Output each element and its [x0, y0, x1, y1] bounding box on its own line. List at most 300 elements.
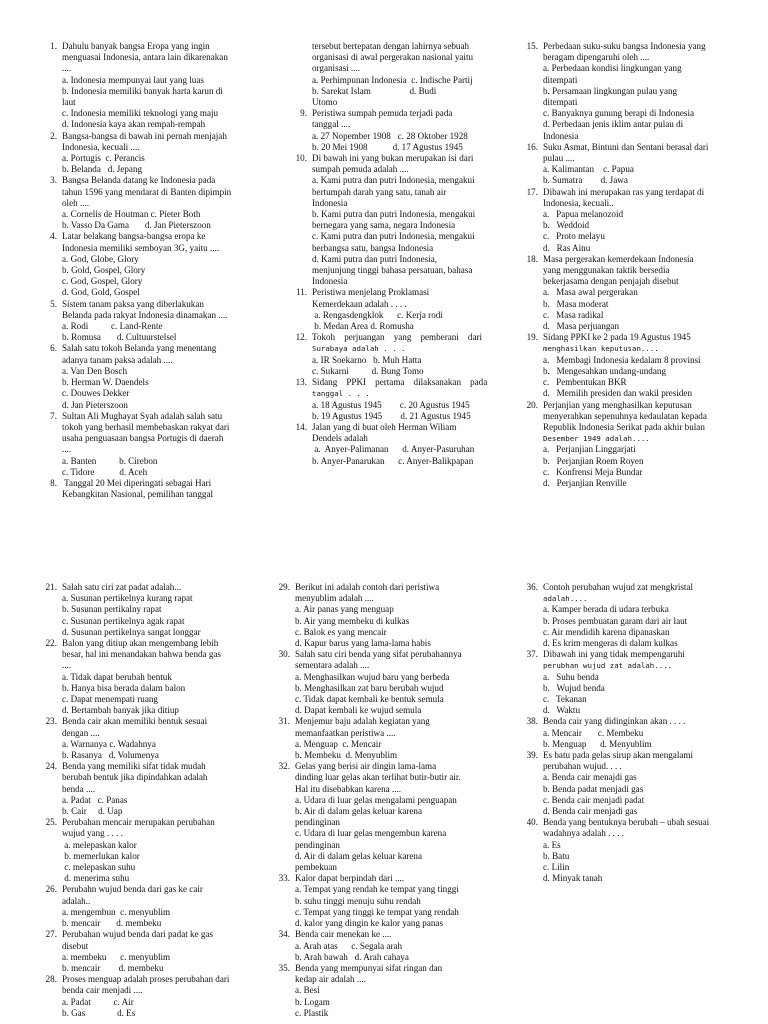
section1-col2	[279, 41, 514, 467]
question-text: Menjemur baju adalah kegiatan yang	[295, 716, 430, 727]
answer-option	[510, 388, 765, 399]
answer-option-text: a. Warnanya c. Wadahnya	[62, 738, 156, 749]
answer-option-text: a. Cornelis de Houtman c. Pieter Both	[62, 209, 201, 220]
answer-option-text: d. Waktu	[543, 705, 580, 716]
answer-option	[510, 119, 765, 130]
answer-option	[29, 456, 284, 467]
answer-option-text: b. Herman W. Daendels	[62, 377, 149, 388]
answer-option-text: b. Logam	[295, 996, 330, 1007]
question-text-line	[29, 761, 284, 772]
answer-option	[262, 918, 512, 929]
answer-option-text: b. Anyer-Panarukan c. Anyer-Balikpapan	[312, 455, 474, 466]
section2-col2	[262, 582, 512, 1019]
question-text-line	[29, 478, 284, 489]
answer-option	[510, 467, 765, 478]
answer-option-text: ditempati	[543, 97, 578, 108]
answer-option-text: b. Proses pembuatan garam dari air laut	[543, 615, 688, 626]
question-item	[29, 974, 284, 1019]
answer-option-text: c. Banyaknya gunung berapi di Indonesia	[543, 108, 695, 119]
question-text: berubah bentuk jika dipindahkan adalah	[62, 772, 208, 783]
question-text-line	[510, 41, 765, 52]
answer-option	[510, 86, 765, 97]
answer-option	[510, 287, 765, 298]
answer-option	[29, 276, 284, 287]
question-text: Jalan yang di buat oleh Herman Wiliam	[312, 421, 457, 432]
question-text: Benda yang mempunyai sifat ringan dan	[295, 962, 443, 973]
question-text-line	[510, 411, 765, 422]
answer-option	[29, 209, 284, 220]
question-text-line	[262, 660, 512, 671]
answer-option	[262, 806, 512, 817]
question-text: beragam dipengaruhi oleh ....	[543, 52, 650, 63]
answer-option-text: a. Perhimpunan Indonesia c. Indische Partij	[312, 74, 473, 85]
answer-option	[510, 231, 765, 242]
answer-option-text: b. Batu	[543, 850, 570, 861]
answer-option	[510, 672, 765, 683]
answer-option	[510, 806, 765, 817]
question-text-line	[262, 963, 512, 974]
answer-option	[262, 884, 512, 895]
question-text: oleh ....	[62, 197, 90, 208]
question-text: dengan ....	[62, 727, 100, 738]
answer-option-text: b. Air di dalam gelas keluar karena	[295, 806, 423, 817]
question-number: 30.	[278, 649, 290, 660]
answer-option-text: c. Susunan pertikelnya agak rapat	[62, 615, 185, 626]
answer-option	[29, 907, 284, 918]
answer-option	[29, 377, 284, 388]
question-number: 1.	[50, 41, 57, 51]
answer-option-text: ditempati	[543, 74, 578, 85]
question-text-line	[29, 299, 284, 310]
question-number: 14.	[295, 421, 307, 432]
question-text-line	[510, 660, 765, 671]
question-text: dinding luar gelas akan terlihat butir-butir air.	[295, 772, 461, 783]
question-item	[279, 377, 514, 422]
question-text: ....	[62, 660, 72, 671]
question-text-line	[29, 422, 284, 433]
question-text: Peristiwa sumpah pemuda terjadi pada	[312, 108, 453, 119]
question-text: Bangsa Belanda datang ke Indonesia pada	[62, 175, 216, 186]
question-number: 39.	[526, 750, 538, 761]
question-text: benda cair menjadi ....	[62, 985, 143, 996]
question-item	[279, 332, 514, 377]
question-number: 20.	[526, 399, 538, 410]
question-number: 40.	[526, 817, 538, 828]
question-text-line	[29, 41, 284, 52]
question-number: 35.	[278, 962, 290, 973]
answer-option	[510, 616, 765, 627]
answer-option	[29, 604, 284, 615]
answer-option-text: b. Sarekat Islam d. Budi	[312, 85, 437, 96]
answer-option-text: d. Perjanjian Renville	[543, 477, 627, 488]
answer-option-text: c. Dapat menempati ruang	[62, 694, 158, 705]
answer-option	[29, 287, 284, 298]
answer-option	[29, 750, 284, 761]
question-text: Proses menguap adalah proses perubahan dari	[62, 974, 230, 985]
answer-option-text: c. Benda cair menjadi padat	[543, 794, 645, 805]
question-text: Indonesia, kecuali..	[543, 197, 614, 208]
answer-option-text: d. God, Gold, Gospel	[62, 287, 140, 298]
question-text: Bangsa-bangsa di bawah ini pernah menjajah	[62, 130, 227, 141]
question-text-line	[29, 638, 284, 649]
question-item	[262, 582, 512, 649]
question-text-mono: Desember 1949 adalah....	[543, 434, 650, 444]
answer-option	[510, 299, 765, 310]
answer-option-text: a. 18 Agustus 1945 c. 20 Agustus 1945	[312, 399, 470, 410]
answer-option-text: d. Jan Pieterszoon	[62, 399, 128, 410]
answer-option-text: a. Kalimantan c. Papua	[543, 164, 634, 175]
question-text: menyerahkan sepenuhnya kedaulatan kepada	[543, 410, 707, 421]
question-text: Kebangkitan Nasional, pemilihan tanggal	[62, 489, 214, 500]
question-text-line	[29, 896, 284, 907]
question-text: tahun 1596 yang mendarat di Banten dipimpin	[62, 186, 232, 197]
question-number: 25.	[45, 817, 57, 828]
section2-col1	[29, 582, 284, 1019]
answer-option-text: bernegara yang sama, negara Indonesia	[312, 220, 456, 231]
question-item	[510, 254, 765, 332]
answer-option	[29, 873, 284, 884]
question-text-line	[510, 750, 765, 761]
question-item	[510, 400, 765, 490]
answer-option	[510, 604, 765, 615]
answer-option-text: laut	[62, 97, 76, 108]
answer-option	[29, 862, 284, 873]
answer-option-text: Indonesia	[312, 276, 348, 287]
question-number: 26.	[45, 884, 57, 895]
question-text: Latar belakang bangsa-bangsa eropa ke	[62, 231, 206, 242]
answer-option	[29, 1008, 284, 1019]
answer-option	[510, 840, 765, 851]
answer-option-text: a. Kami putra dan putri Indonesia, mengakui	[312, 175, 475, 186]
question-number: 27.	[45, 929, 57, 940]
question-item	[279, 153, 514, 287]
question-text-line	[262, 929, 512, 940]
answer-option-text: d. Kapur barus yang lama-lama habis	[295, 638, 431, 649]
answer-option-text: b. Rasanya d. Volumenya	[62, 750, 159, 761]
answer-option-text: c. Air mendidih karena dipanaskan	[543, 626, 670, 637]
answer-option-text: d. Minyak tanah	[543, 873, 603, 884]
answer-option	[29, 851, 284, 862]
question-text: bekerjasama dengan penjajah disebut	[543, 276, 679, 287]
answer-option-text: d. Benda cair menjadi gas	[543, 806, 638, 817]
question-number: 24.	[45, 761, 57, 772]
question-text-line	[262, 593, 512, 604]
question-text: Tanggal 20 Mei diperingati sebagai Hari	[62, 477, 212, 488]
question-text: Salah satu tokoh Belanda yang menentang	[62, 343, 217, 354]
answer-option	[279, 411, 514, 422]
answer-option	[279, 187, 514, 198]
question-text-line	[279, 41, 514, 52]
question-item	[29, 231, 284, 298]
question-text-line	[29, 142, 284, 153]
answer-option	[262, 627, 512, 638]
answer-option	[29, 627, 284, 638]
question-text-line	[510, 649, 765, 660]
answer-option	[279, 265, 514, 276]
question-text: Dibawah ini yang tidak mempengaruhi	[543, 649, 685, 660]
answer-option-text: a. Mencair c. Membeku	[543, 727, 644, 738]
answer-option-text: a. Udara di luar gelas mengalami penguapan	[295, 794, 457, 805]
question-text-line	[262, 649, 512, 660]
question-text: Di bawah ini yang bukan merupakan isi dari	[312, 153, 474, 164]
question-item	[279, 41, 514, 108]
answer-option	[29, 388, 284, 399]
answer-option-text: c. Balok es yang mencair	[295, 626, 387, 637]
question-text-line	[29, 817, 284, 828]
question-text: besar, hal ini menandakan bahwa benda gas	[62, 649, 221, 660]
question-text: Sultan Ali Mughayat Syah adalah salah satu	[62, 410, 223, 421]
question-text: Benda yang memiliki sifat tidak mudah	[62, 761, 206, 772]
answer-option	[29, 164, 284, 175]
question-item	[510, 41, 765, 142]
question-item	[510, 649, 765, 716]
question-number: 15.	[526, 41, 538, 51]
answer-option-text: b. Kami putra dan putri Indonesia, mengakui	[312, 209, 476, 220]
answer-option	[279, 75, 514, 86]
question-text: kedap air adalah ....	[295, 974, 366, 985]
answer-option-text: a. melepaskan kalor	[62, 839, 137, 850]
answer-option-text: a. Perbedaan kondisi lingkungan yang	[543, 63, 682, 74]
answer-option-text: b. Masa moderat	[543, 298, 609, 309]
answer-option	[510, 873, 765, 884]
answer-option-text: Indonesia	[312, 197, 348, 208]
answer-option-text: c. Tidore d. Aceh	[62, 466, 148, 477]
question-text: Perubahn wujud benda dari gas ke cair	[62, 884, 203, 895]
answer-option-text: a. God, Globe, Glory	[62, 253, 139, 264]
question-number: 17.	[526, 186, 538, 197]
question-text-line	[29, 784, 284, 795]
question-text: Salah satu ciri benda yang sifat perubahannya	[295, 649, 462, 660]
answer-option	[262, 705, 512, 716]
question-item	[29, 131, 284, 176]
question-item	[262, 761, 512, 873]
answer-option	[29, 321, 284, 332]
answer-option-text: pendinginan	[295, 839, 340, 850]
answer-option-text: pendinginan	[295, 817, 340, 828]
answer-option-text: c. Masa radikal	[543, 309, 604, 320]
answer-option	[279, 209, 514, 220]
question-text-line	[262, 761, 512, 772]
answer-option-text: a. Masa awal pergerakan	[543, 287, 638, 298]
answer-option-text: c. Sukarni d. Bung Tomo	[312, 365, 424, 376]
question-text: benda ....	[62, 783, 96, 794]
question-text-line	[510, 187, 765, 198]
question-text: Benda cair akan memiliki bentuk sesuai	[62, 716, 208, 727]
answer-option-text: a. Suhu benda	[543, 671, 599, 682]
answer-option-text: c. God, Gospel, Glory	[62, 276, 143, 287]
answer-option-text: d. Susunan pertikelnya sangat longgar	[62, 626, 201, 637]
question-text: Benda cair yang didinginkan akan . . . .	[543, 716, 686, 727]
answer-option-text: b. mencair d. membeku	[62, 918, 162, 929]
answer-option	[510, 784, 765, 795]
answer-option	[29, 795, 284, 806]
question-number: 18.	[526, 253, 538, 264]
question-item	[262, 929, 512, 963]
answer-option	[510, 627, 765, 638]
answer-option-text: a. Papua melanozoid	[543, 209, 624, 220]
question-text-line	[29, 985, 284, 996]
answer-option-text: b. Arah bawah d. Arah cahaya	[295, 951, 409, 962]
question-text: Masa pergerakan kemerdekaan Indonesia	[543, 253, 694, 264]
answer-option	[29, 97, 284, 108]
answer-option	[510, 63, 765, 74]
question-text-line	[279, 287, 514, 298]
answer-option-text: c. Pembentukan BKR	[543, 377, 627, 388]
answer-option	[29, 265, 284, 276]
question-text: Dibawah ini merupakan ras yang terdapat di	[543, 186, 705, 197]
question-text: sementara adalah ....	[295, 660, 370, 671]
question-text-line	[29, 649, 284, 660]
answer-option-text: d. Bertambah banyak jika ditiup	[62, 705, 179, 716]
answer-option	[29, 739, 284, 750]
question-text: Perbedaan suku-suku bangsa Indonesia yang	[543, 41, 706, 51]
question-text: organisasi ....	[312, 63, 361, 74]
question-text: adalah..	[62, 895, 91, 906]
question-item	[510, 716, 765, 750]
question-text: Suku Asmat, Bintuni dan Sentani berasal dari	[543, 141, 709, 152]
question-text: menguasai Indonesia, antara lain dikarenakan	[62, 52, 228, 63]
answer-option-text: a. Menghasilkan wujud baru yang berbeda	[295, 671, 450, 682]
question-text: ....	[62, 63, 72, 74]
question-text: Sidang PPKI ke 2 pada 19 Agustus 1945	[543, 332, 691, 343]
section1-col1	[29, 41, 284, 500]
answer-option	[262, 672, 512, 683]
question-number: 22.	[45, 638, 57, 649]
question-number: 5.	[50, 298, 57, 309]
question-text: Indonesia, kecuali ....	[62, 141, 140, 152]
question-text-line	[262, 772, 512, 783]
question-text-line	[510, 716, 765, 727]
question-text-line	[279, 433, 514, 444]
question-number: 13.	[295, 377, 307, 388]
answer-option-text: c. Tekanan	[543, 694, 587, 705]
answer-option-text: d. Es krim mengeras di dalam kulkas	[543, 638, 678, 649]
question-item	[29, 175, 284, 231]
answer-option-text: b. Hanya bisa berada dalam balon	[62, 682, 186, 693]
answer-option	[29, 952, 284, 963]
question-text-line	[29, 941, 284, 952]
question-text: Tokoh perjuangan yang pemberani dari	[312, 332, 483, 343]
question-text-line	[279, 52, 514, 63]
answer-option	[262, 739, 512, 750]
question-number: 16.	[526, 141, 538, 152]
question-text-line	[510, 153, 765, 164]
question-number: 34.	[278, 929, 290, 940]
answer-option	[29, 593, 284, 604]
section2-col3	[510, 582, 765, 884]
question-text-line	[510, 761, 765, 772]
answer-option-text: a. Van Den Bosch	[62, 365, 127, 376]
question-text-line	[29, 489, 284, 500]
answer-option-text: b. Medan Area d. Romusha	[312, 321, 414, 332]
answer-option-text: menjunjung tinggi bahasa persatuan, bahasa	[312, 265, 473, 276]
question-item	[279, 108, 514, 153]
answer-option	[510, 366, 765, 377]
question-text: Dendels adalah	[312, 433, 368, 444]
question-text-line	[279, 377, 514, 388]
answer-option-text: a. Susunan pertikelnya kurang rapat	[62, 593, 193, 604]
question-item	[262, 649, 512, 716]
answer-option	[262, 896, 512, 907]
question-text-line	[279, 153, 514, 164]
question-number: 12.	[295, 332, 307, 343]
question-number: 23.	[45, 716, 57, 727]
question-text-line	[510, 276, 765, 287]
answer-option	[262, 862, 512, 873]
question-text: Salah satu ciri zat padat adalah...	[62, 582, 182, 592]
answer-option-text: a. Rodi c. Land-Rente	[62, 321, 163, 332]
question-item	[29, 343, 284, 410]
question-text-line	[279, 332, 514, 343]
question-text-line	[29, 243, 284, 254]
question-text: Benda cair menekan ke ....	[295, 929, 392, 940]
answer-option-text: b. Perjanjian Roem Royen	[543, 455, 644, 466]
question-text-line	[262, 873, 512, 884]
answer-option	[29, 806, 284, 817]
question-number: 8.	[50, 477, 57, 488]
question-text: Republik Indonesia Serikat pada akhir bulan	[543, 421, 705, 432]
question-item	[510, 332, 765, 399]
question-text-line	[510, 433, 765, 444]
answer-option-text: d. kalor yang dingin ke kalor yang panas	[295, 918, 443, 929]
answer-option	[29, 86, 284, 97]
answer-option-text: a. Membagi Indonesia kedalam 8 provinsi	[543, 354, 701, 365]
question-number: 38.	[526, 716, 538, 727]
question-text-line	[262, 716, 512, 727]
question-text: adanya tanam paksa adalah ....	[62, 354, 173, 365]
answer-option	[29, 683, 284, 694]
answer-option-text: b. Persamaan lingkungan pulau yang	[543, 85, 678, 96]
question-text-line	[279, 119, 514, 130]
question-text: Kemerdekaan adalah . . . .	[312, 298, 407, 309]
answer-option-text: b. Cair d. Uap	[62, 806, 123, 817]
question-text-line	[510, 582, 765, 593]
answer-option	[510, 175, 765, 186]
answer-option-text: pembekuan	[295, 862, 337, 873]
answer-option	[262, 1008, 512, 1019]
answer-option	[29, 963, 284, 974]
answer-option-text: b. Sumatra d. Jawa	[543, 175, 628, 186]
answer-option	[510, 75, 765, 86]
question-text: Dahulu banyak bangsa Eropa yang ingin	[62, 41, 210, 51]
question-text-line	[279, 422, 514, 433]
answer-option	[29, 694, 284, 705]
question-text: organisasi di awal pergerakan nasional yaitu	[312, 52, 474, 63]
answer-option-text: b. mencair d. membeku	[62, 962, 164, 973]
question-text-line	[510, 142, 765, 153]
question-item	[29, 817, 284, 884]
answer-option	[29, 467, 284, 478]
answer-option-text: c. Tidak dapat kembali ke bentuk semula	[295, 694, 444, 705]
answer-option-text: b. Menghasilkan zat baru berubah wujud	[295, 682, 444, 693]
answer-option	[29, 153, 284, 164]
question-text: Contoh perubahan wujud zat mengkristal	[543, 582, 694, 592]
question-number: 19.	[526, 332, 538, 343]
answer-option	[279, 243, 514, 254]
answer-option-text: b. Benda padat menjadi gas	[543, 783, 644, 794]
question-number: 11.	[295, 287, 307, 298]
answer-option	[29, 672, 284, 683]
question-text-line	[510, 265, 765, 276]
answer-option	[29, 254, 284, 265]
answer-option	[510, 377, 765, 388]
question-text: menyublim adalah ....	[295, 593, 374, 604]
answer-option-text: a. membeku c. menyublim	[62, 951, 171, 962]
question-text-line	[510, 198, 765, 209]
answer-option-text: b. memerlukan kalor	[62, 850, 140, 861]
answer-option	[262, 683, 512, 694]
answer-option	[29, 997, 284, 1008]
